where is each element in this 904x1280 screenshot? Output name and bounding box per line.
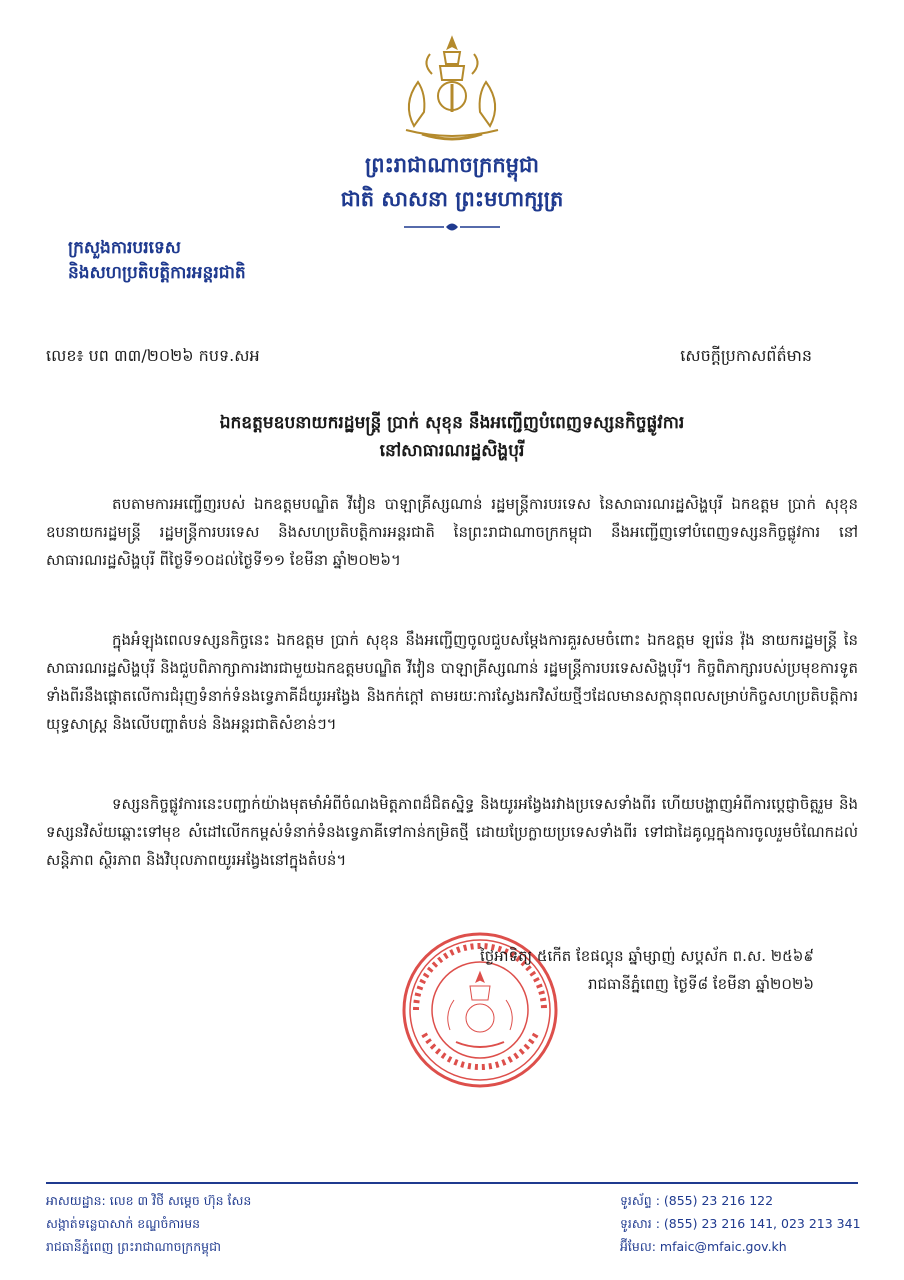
document-type: សេចក្ដីប្រកាសព័ត៌មាន (680, 346, 812, 365)
footer-divider (46, 1182, 858, 1184)
press-release-title-continued: នៅសាធារណរដ្ឋសិង្ហបុរី (379, 441, 525, 461)
footer-fax: ទូរសារ : (855) 23 216 141, 023 213 341 (620, 1216, 861, 1231)
national-motto: ជាតិ សាសនា ព្រះមហាក្សត្រ (340, 187, 564, 211)
divider-ornament-icon (400, 220, 504, 234)
place-and-date: រាជធានីភ្នំពេញ ថ្ងៃទី៨ ខែមីនា ឆ្នាំ២០២៦ (588, 975, 814, 993)
footer-address: សង្កាត់ទន្លេបាសាក់ ខណ្ឌចំការមន (46, 1216, 201, 1231)
footer-address: អាសយដ្ឋាន: លេខ ៣ វិថី សម្ដេច ហ៊ុន សែន (46, 1193, 252, 1208)
lunar-date: ថ្ងៃអាទិត្យ ៥កើត ខែផល្គុន ឆ្នាំម្សាញ់ សប្តស័ក ព.ស. ២៥៦៩ (480, 947, 814, 965)
footer-address: រាជធានីភ្នំពេញ ព្រះរាជាណាចក្រកម្ពុជា (46, 1239, 221, 1254)
kingdom-title: ព្រះរាជាណាចក្រកម្ពុជា (364, 153, 539, 177)
body-paragraph: ក្នុងអំឡុងពេលទស្សនកិច្ចនេះ ឯកឧត្តម ប្រាក់ សុខុន នឹងអញ្ជើញចូលជួបសម្ដែងការគួរសមចំពោះ ឯកឧត្តម ឡរ៉េន វ៉ុង នាយករដ្ឋមន្ត្រី នៃសាធារណរដ្ឋសិង្ហបុរី និងជួបពិភាក្សាការងារជាមួយឯកឧត្តមបណ្ឌិត វីវៀន បាឡាគ្រីស្សណាន់ រដ្ឋមន្ត្រីការបរទេសសិង្ហបុរី។ កិច្ចពិភាក្សារបស់ប្រមុខការទូតទាំងពីរនឹងផ្ដោតលើការជំរុញទំនាក់ទំនងទ្វេភាគីដ៏យូរអង្វែង និងកក់ក្ដៅ តាមរយៈការស្វែងរកវិស័យថ្មីៗដែលមានសក្ដានុពលសម្រាប់កិច្ចសហប្រតិបត្តិការយុទ្ធសាស្ត្រ និងលើបញ្ហាតំបន់ និងអន្តរជាតិសំខាន់ៗ។ (46, 631, 858, 733)
ministry-name-continued: និងសហប្រតិបត្តិការអន្តរជាតិ (68, 263, 246, 283)
press-release-title: ឯកឧត្តមឧបនាយករដ្ឋមន្ត្រី ប្រាក់ សុខុន នឹងអញ្ជើញបំពេញទស្សនកិច្ចផ្លូវការ (219, 413, 685, 433)
reference-number: លេខ៖ បព ៣៣/២០២៦ កបទ.សអ (46, 346, 260, 365)
ministry-name: ក្រសួងការបរទេស (68, 238, 181, 258)
royal-emblem-icon (392, 34, 512, 146)
footer-phone: ទូរស័ព្ទ : (855) 23 216 122 (620, 1193, 774, 1208)
body-paragraph: ទស្សនកិច្ចផ្លូវការនេះបញ្ជាក់យ៉ាងមុតមាំអំពីចំណងមិត្តភាពដ៏ជិតស្និទ្ធ និងយូរអង្វែងរវាងប្រទេសទាំងពីរ ហើយបង្ហាញអំពីការប្ដេជ្ញាចិត្តរួម និងទស្សនវិស័យឆ្ពោះទៅមុខ សំដៅលើកកម្ពស់ទំនាក់ទំនងទ្វេភាគីទៅកាន់កម្រិតថ្មី ដោយប្រែក្លាយប្រទេសទាំងពីរ ទៅជាដៃគូល្អក្នុងការចូលរួមចំណែកដល់សន្តិភាព ស្ថិរភាព និងវិបុលភាពយូរអង្វែងនៅក្នុងតំបន់។ (46, 795, 858, 869)
footer-email[interactable]: អ៊ីមែល: mfaic@mfaic.gov.kh (620, 1239, 787, 1254)
body-paragraph: តបតាមការអញ្ជើញរបស់ ឯកឧត្តមបណ្ឌិត វីវៀន បាឡាគ្រីស្សណាន់ រដ្ឋមន្ត្រីការបរទេស នៃសាធារណរដ្ឋសិង្ហបុរី ឯកឧត្តម ប្រាក់ សុខុន ឧបនាយករដ្ឋមន្ត្រី រដ្ឋមន្ត្រីការបរទេស និងសហប្រតិបត្តិការអន្តរជាតិ នៃព្រះរាជាណាចក្រកម្ពុជា នឹងអញ្ជើញទៅបំពេញទស្សនកិច្ចផ្លូវការ នៅសាធារណរដ្ឋសិង្ហបុរី ពីថ្ងៃទី១០ដល់ថ្ងៃទី១១ ខែមីនា ឆ្នាំ២០២៦។ (46, 495, 858, 569)
